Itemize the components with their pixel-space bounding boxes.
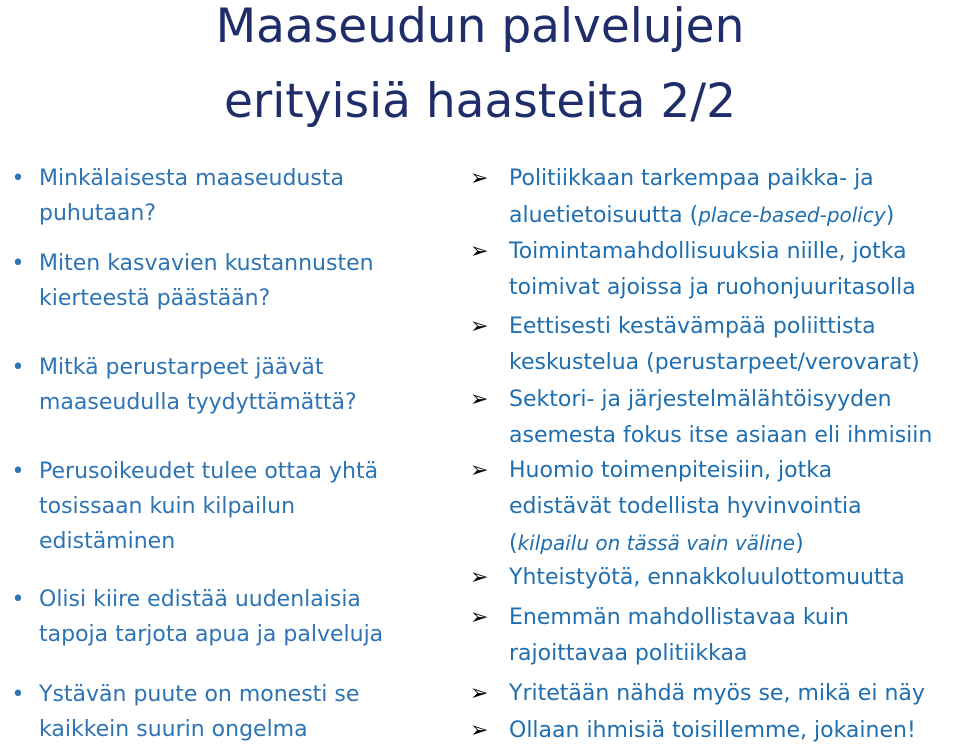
left-bullet-item <box>8 582 433 652</box>
bullet-text: Perusoikeudet tulee ottaa yhtä tosissaan kuin kilpailun edistäminen <box>39 459 379 554</box>
item-text: Eettisesti kestävämpää poliittista keskustelua (perustarpeet/verovarat) <box>509 314 920 375</box>
item-text: Ollaan ihmisiä toisillemme, jokainen! <box>509 718 916 743</box>
right-list-item <box>470 560 959 596</box>
right-list-item <box>470 600 959 672</box>
left-bullet-item <box>8 677 433 747</box>
bullet-text: Ystävän puute on monesti se kaikkein suurin ongelma <box>39 682 360 742</box>
right-list-item <box>470 453 959 562</box>
arrow-bullet-icon: ➢ <box>470 314 489 339</box>
right-list-item <box>470 713 959 749</box>
bullet-dot-icon: • <box>11 166 25 191</box>
right-list-item <box>470 161 959 234</box>
arrow-bullet-icon: ➢ <box>470 605 489 630</box>
right-list-item <box>470 234 959 306</box>
arrow-bullet-icon: ➢ <box>470 387 489 412</box>
bullet-text: Mitkä perustarpeet jäävät maaseudulla tyydyttämättä? <box>39 355 357 415</box>
bullet-dot-icon: • <box>11 459 25 484</box>
item-text: Yritetään nähdä myös se, mikä ei näy <box>509 681 925 706</box>
arrow-bullet-icon: ➢ <box>470 718 489 743</box>
arrow-bullet-icon: ➢ <box>470 458 489 483</box>
arrow-bullet-icon: ➢ <box>470 166 489 191</box>
left-bullet-item <box>8 454 433 559</box>
item-text: Politiikkaan tarkempaa paikka- ja aluetietoisuutta (place-based-policy) <box>509 166 895 228</box>
item-text: Enemmän mahdollistavaa kuin rajoittavaa politiikkaa <box>509 605 849 666</box>
bullet-text: Miten kasvavien kustannusten kierteestä päästään? <box>39 251 374 311</box>
left-bullet-item <box>8 161 433 231</box>
slide-title-line-1: Maaseudun palvelujen <box>215 0 745 54</box>
bullet-dot-icon: • <box>11 587 25 612</box>
slide-title-line-2: erityisiä haasteita 2/2 <box>224 74 736 129</box>
arrow-bullet-icon: ➢ <box>470 565 489 590</box>
right-list-item <box>470 676 959 712</box>
arrow-bullet-icon: ➢ <box>470 239 489 264</box>
left-bullet-item <box>8 246 433 316</box>
arrow-bullet-icon: ➢ <box>470 681 489 706</box>
right-arrow-list <box>470 0 959 752</box>
right-list-item <box>470 309 959 381</box>
bullet-dot-icon: • <box>11 682 25 707</box>
right-list-item <box>470 382 959 454</box>
bullet-text: Minkälaisesta maaseudusta puhutaan? <box>39 166 344 226</box>
bullet-dot-icon: • <box>11 251 25 276</box>
item-text: Yhteistyötä, ennakkoluulottomuutta <box>509 565 905 590</box>
bullet-text: Olisi kiire edistää uudenlaisia tapoja tarjota apua ja palveluja <box>39 587 384 647</box>
left-bullet-list <box>0 0 430 752</box>
bullet-dot-icon: • <box>11 355 25 380</box>
left-bullet-item <box>8 350 433 420</box>
item-text: Sektori- ja järjestelmälähtöisyyden asemesta fokus itse asiaan eli ihmisiin <box>509 387 933 448</box>
item-text: Toimintamahdollisuuksia niille, jotka toimivat ajoissa ja ruohonjuuritasolla <box>509 239 916 300</box>
item-text: Huomio toimenpiteisiin, jotka edistävät todellista hyvinvointia (kilpailu on tässä vain väline) <box>509 458 862 556</box>
